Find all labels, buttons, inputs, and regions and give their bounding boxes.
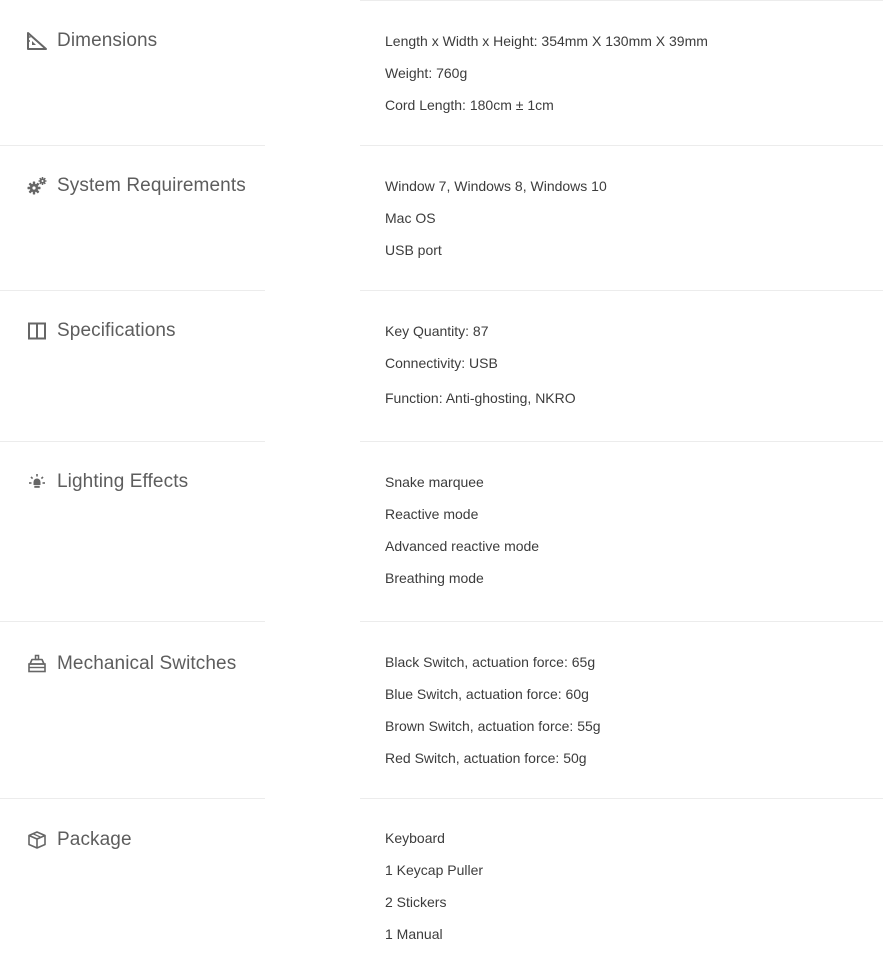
spec-item: Cord Length: 180cm ± 1cm	[385, 97, 554, 113]
gears-icon	[26, 175, 48, 197]
spec-item: USB port	[385, 242, 442, 258]
spec-item: Blue Switch, actuation force: 60g	[385, 686, 589, 702]
columns-icon	[26, 320, 48, 342]
spec-item: Red Switch, actuation force: 50g	[385, 750, 587, 766]
spec-list	[385, 652, 601, 780]
section-divider	[0, 290, 265, 291]
spec-list	[385, 828, 483, 956]
section-divider	[360, 290, 883, 291]
top-divider	[360, 0, 883, 1]
light-bulb-icon	[26, 471, 48, 493]
section-divider	[360, 441, 883, 442]
section-divider	[360, 621, 883, 622]
box-icon	[26, 829, 48, 851]
section-heading	[26, 320, 176, 342]
section-title: Lighting Effects	[57, 471, 189, 492]
spec-item: Keyboard	[385, 830, 445, 846]
section-divider	[0, 441, 265, 442]
section-title: Specifications	[57, 320, 176, 341]
section-divider	[360, 145, 883, 146]
spec-item: Brown Switch, actuation force: 55g	[385, 718, 601, 734]
spec-item: Length x Width x Height: 354mm X 130mm X 39mm	[385, 33, 708, 49]
section-heading	[26, 829, 132, 851]
section-heading	[26, 30, 157, 52]
spec-item: 1 Manual	[385, 926, 443, 942]
spec-item: Key Quantity: 87	[385, 323, 489, 339]
section-heading	[26, 653, 236, 675]
spec-item: Mac OS	[385, 210, 436, 226]
spec-item: Window 7, Windows 8, Windows 10	[385, 178, 607, 194]
ruler-triangle-icon	[26, 30, 48, 52]
spec-item: Breathing mode	[385, 570, 484, 586]
spec-item: Black Switch, actuation force: 65g	[385, 654, 596, 670]
spec-list	[385, 321, 576, 419]
spec-item: Snake marquee	[385, 474, 484, 490]
spec-item: 1 Keycap Puller	[385, 862, 484, 878]
section-heading	[26, 471, 188, 493]
spec-list	[385, 472, 539, 600]
section-title: Dimensions	[57, 30, 158, 51]
spec-item: 2 Stickers	[385, 894, 447, 910]
section-title: System Requirements	[57, 175, 246, 196]
section-title: Package	[57, 829, 132, 850]
spec-item: Advanced reactive mode	[385, 538, 540, 554]
section-title: Mechanical Switches	[57, 653, 237, 674]
spec-list	[385, 176, 607, 272]
spec-list	[385, 31, 708, 127]
section-divider	[0, 798, 265, 799]
switch-icon	[26, 653, 48, 675]
spec-item: Connectivity: USB	[385, 355, 498, 371]
spec-item: Function: Anti-ghosting, NKRO	[385, 390, 576, 406]
section-divider	[360, 798, 883, 799]
spec-item: Reactive mode	[385, 506, 479, 522]
section-heading	[26, 175, 246, 197]
section-divider	[0, 145, 265, 146]
section-divider	[0, 621, 265, 622]
spec-item: Weight: 760g	[385, 65, 468, 81]
